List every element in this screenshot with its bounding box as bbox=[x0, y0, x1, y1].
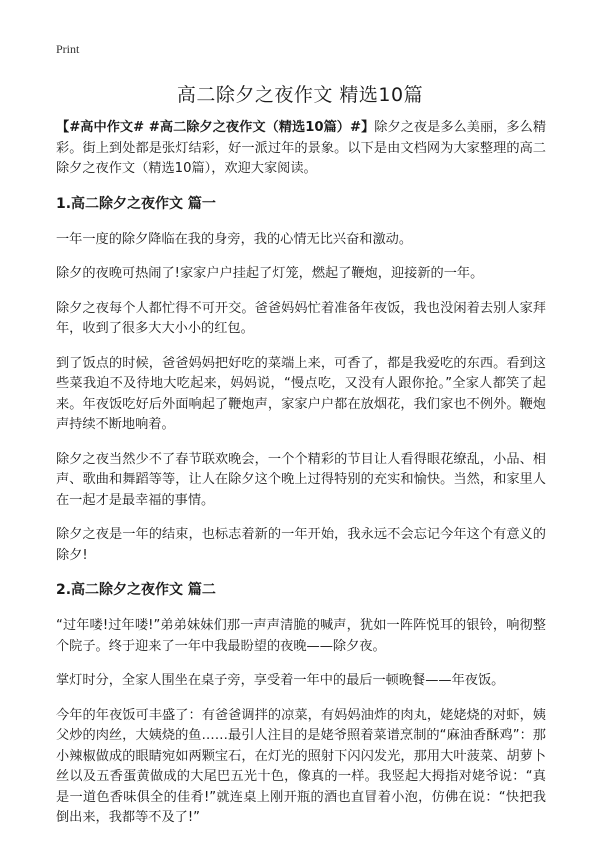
paragraph: 除夕之夜是一年的结束，也标志着新的一年开始，我永远不会忘记今年这个有意义的除夕! bbox=[56, 527, 546, 563]
paragraph: 一年一度的除夕降临在我的身旁，我的心情无比兴奋和激动。 bbox=[56, 231, 413, 247]
paragraph: 除夕的夜晚可热闹了!家家户户挂起了灯笼，燃起了鞭炮，迎接新的一年。 bbox=[56, 266, 484, 281]
paragraph: 到了饭点的时候，爸爸妈妈把好吃的菜端上来，可香了，都是我爱吃的东西。看到这些菜我迫不及待地大吃起来，妈妈说，“慢点吃，又没有人跟你抢。”全家人都笑了起来。年夜饭吃好后外面响起了鞭炮声，家家户户都在放烟花，我们家也不例外。鞭炮声持续不断地响着。 bbox=[56, 355, 546, 432]
article-body bbox=[56, 118, 546, 843]
paragraph: 除夕之夜每个人都忙得不可开交。爸爸妈妈忙着准备年夜饭，我也没闲着去别人家拜年，收到了很多大大小小的红包。 bbox=[56, 300, 546, 336]
section-heading-2: 2.高二除夕之夜作文 篇二 bbox=[56, 582, 216, 598]
paragraph: “过年喽!过年喽!”弟弟妹妹们那一声声清脆的喊声，犹如一阵阵悦耳的银铃，响彻整个院子。终于迎来了一年中我最盼望的夜晚——除夕夜。 bbox=[56, 618, 546, 654]
intro-tag: 【#高中作文# #高二除夕之夜作文（精选10篇）#】 bbox=[56, 120, 375, 135]
section-heading-1: 1.高二除夕之夜作文 篇一 bbox=[56, 195, 216, 212]
print-label: Print bbox=[56, 42, 80, 56]
intro-text: 除夕之夜是多么美丽，多么精彩。街上到处都是张灯结彩，好一派过年的景象。以下是由文档网为大家整理的高二除夕之夜作文（精选10篇），欢迎大家阅读。 bbox=[56, 120, 547, 176]
intro-paragraph bbox=[56, 118, 546, 180]
page-title: 高二除夕之夜作文 精选10篇 bbox=[176, 84, 424, 106]
paragraph: 除夕之夜当然少不了春节联欢晚会，一个个精彩的节目让人看得眼花缭乱，小品、相声、歌曲和舞蹈等等，让人在除夕这个晚上过得特别的充实和愉快。当然，和家里人在一起才是最幸福的事情。 bbox=[56, 451, 546, 508]
paragraph: 今年的年夜饭可丰盛了：有爸爸调拌的凉菜，有妈妈油炸的肉丸，姥姥烧的对虾，姨父炒的肉丝，大姨烧的鱼……最引人注目的是姥爷照着菜谱烹制的“麻油香酥鸡”：那小辣椒做成的眼睛宛如两颗宝石，在灯光的照射下闪闪发光，那用大叶菠菜、胡萝卜丝以及五香蛋黄做成的大尾巴五光十色，像真的一样。我竖起大拇指对姥爷说：“真是一道色香味俱全的佳肴!”就连桌上刚开瓶的酒也直冒着小泡，仿佛在说：“快把我倒出来，我都等不及了!” bbox=[56, 707, 546, 825]
paragraph: 掌灯时分，全家人围坐在桌子旁，享受着一年中的最后一顿晚餐——年夜饭。 bbox=[56, 673, 505, 688]
